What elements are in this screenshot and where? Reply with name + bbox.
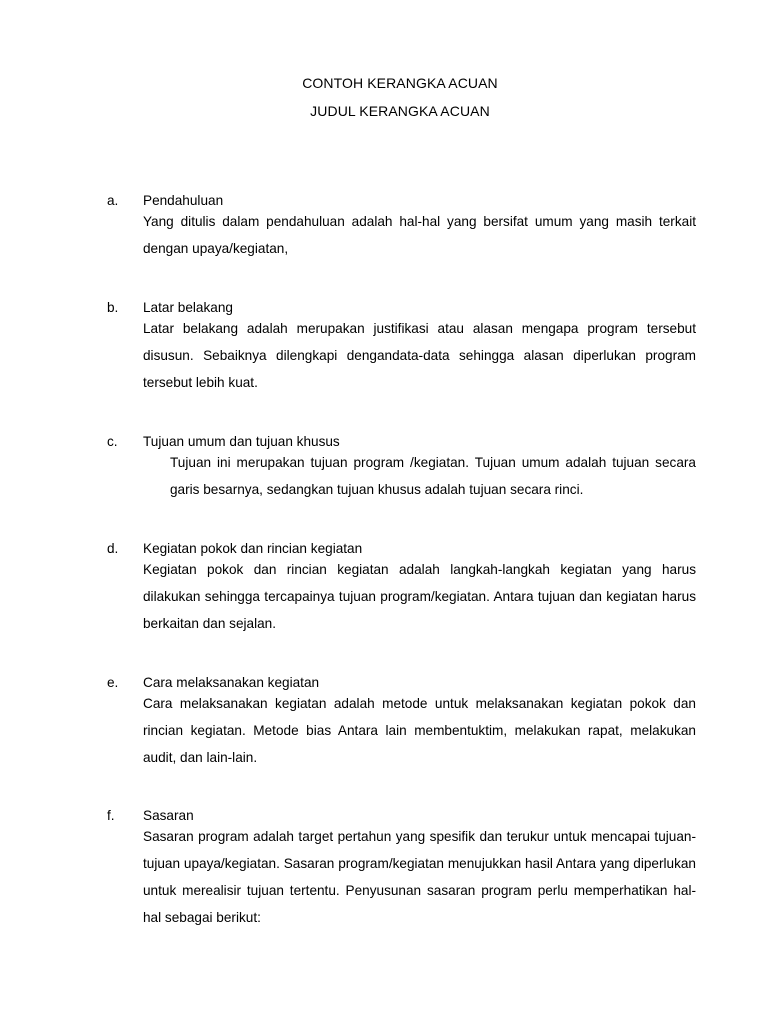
section-body: Yang ditulis dalam pendahuluan adalah hal-hal yang bersifat umum yang masih terkait dengan upaya/kegiatan, (143, 214, 696, 256)
section-body: Sasaran program adalah target pertahun yang spesifik dan terukur untuk mencapai tujuan-tujuan upaya/kegiatan. Sasaran program/kegiatan menujukkan hasil Antara yang diperlukan untuk merealisir tujuan tertentu. Penyusunan sasaran program perlu memperhatikan hal- hal sebagai berikut: (143, 829, 696, 925)
section-heading: Sasaran (143, 808, 194, 823)
section-heading: Cara melaksanakan kegiatan (143, 675, 320, 690)
section-letter: e. (107, 675, 119, 690)
section-heading: Kegiatan pokok dan rincian kegiatan (143, 541, 363, 556)
section-heading: Pendahuluan (143, 193, 224, 208)
section-letter: a. (107, 193, 119, 208)
document-title: CONTOH KERANGKA ACUAN (302, 75, 498, 91)
section-heading: Tujuan umum dan tujuan khusus (143, 434, 340, 449)
section-body: Kegiatan pokok dan rincian kegiatan adalah langkah-langkah kegiatan yang harus dilakukan sehingga tercapainya tujuan program/kegiatan. Antara tujuan dan kegiatan harus berkaitan dan sejalan. (143, 562, 696, 631)
section-body: Cara melaksanakan kegiatan adalah metode untuk melaksanakan kegiatan pokok dan rincian kegiatan. Metode bias Antara lain membentuktim, melakukan rapat, melakukan audit, dan lain-lain. (143, 696, 696, 765)
section-letter: b. (107, 300, 119, 315)
section-body: Latar belakang adalah merupakan justifikasi atau alasan mengapa program tersebut disusun. Sebaiknya dilengkapi dengandata-data sehingga alasan diperlukan program tersebut lebih kuat. (143, 321, 696, 390)
section-body: Tujuan ini merupakan tujuan program /kegiatan. Tujuan umum adalah tujuan secara garis besarnya, sedangkan tujuan khusus adalah tujuan secara rinci. (170, 455, 696, 497)
section-letter: c. (107, 434, 118, 449)
document-subtitle: JUDUL KERANGKA ACUAN (310, 103, 490, 119)
section-heading: Latar belakang (143, 300, 233, 315)
section-letter: f. (107, 808, 115, 823)
section-letter: d. (107, 541, 119, 556)
